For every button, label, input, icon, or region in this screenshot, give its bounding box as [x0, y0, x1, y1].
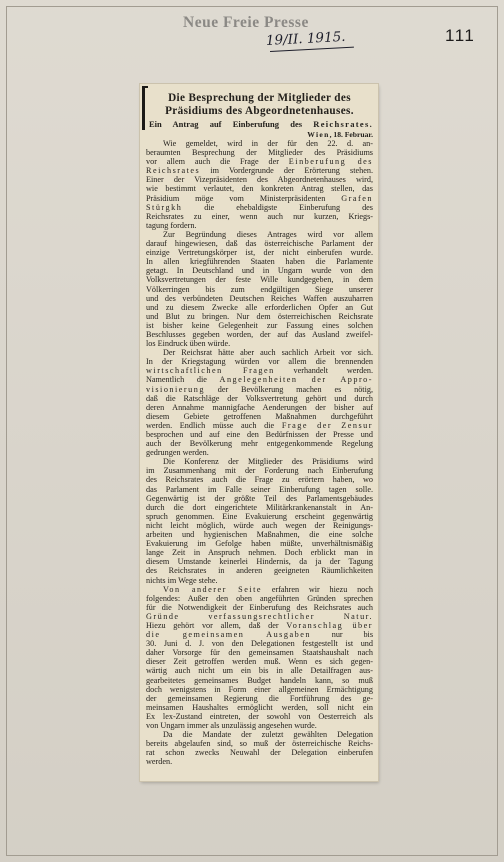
article-line [146, 448, 373, 457]
article-line-text: los Eindruck üben würde. [146, 339, 231, 349]
article-line [146, 521, 373, 530]
article-line [146, 275, 373, 284]
article-line [146, 348, 373, 357]
newspaper-clipping [140, 84, 378, 781]
article-line [146, 548, 373, 557]
article-line-text: Ex lex-Zustand eintreten, der sowohl von Oesterreich als [146, 711, 373, 721]
article-line-text: folgendes: Außer den oben angeführten Gründen sprechen [146, 593, 373, 603]
article-line-text: des Reichsrates in anderen geeigneten Räumlichkeiten [146, 566, 373, 576]
article-line [146, 212, 373, 221]
article-line-text: der gemeinsamen Regierung die Fortführung des ge- [146, 693, 373, 703]
article-line-spaced-emphasis: Grafen [341, 193, 373, 203]
article-paragraph [146, 139, 373, 230]
article-line-text: Einer der Vizepräsidenten des Abgeordnetenhauses wird, [146, 175, 373, 185]
article-line [146, 203, 373, 212]
article-line-text: Völkerringen bis zum endgültigen Siege unserer [146, 284, 373, 294]
article-line-text: Beschlusses gegeben worden, der auf das Ausland zweifel- [146, 329, 373, 339]
article-line [146, 494, 373, 503]
article-line-spaced-emphasis: Gründe verfassungsrechtlicher Natur. [146, 611, 373, 621]
article-line-text: im Zusammenhang mit der Forderung nach Einberufung [146, 466, 373, 476]
article-line [146, 239, 373, 248]
article-line-text: diesem Gebiete getroffenen Maßnahmen durchgeführt [146, 411, 373, 421]
article-line [146, 666, 373, 675]
article-line [146, 312, 373, 321]
article-line-text: Wie gemeldet, wird in der für den 22. d. an- [163, 139, 373, 148]
article-line-text: Die Konferenz der Mitglieder des Präsidiums wird [163, 457, 373, 467]
article-line [146, 248, 373, 257]
article-line [146, 475, 373, 484]
article-line-text: bereits abgelaufen sind, so muß der österreichische Reichs- [146, 739, 373, 749]
article-line-spaced-emphasis: wirtschaftlichen Fragen [146, 366, 275, 376]
article-line [146, 539, 373, 548]
article-line-spaced-emphasis: Einberufung des [288, 157, 373, 167]
article-paragraph [146, 585, 373, 731]
article-line-text: Reichsrates zu einer, wenn auch nur kurzen, Kriegs- [146, 211, 373, 221]
article-line-text: Präsidium möge vom Ministerpräsidenten [146, 193, 342, 203]
article-line-text: auch der Bevölkerung mehr entgegenkommende Regelung [146, 439, 373, 449]
article-line-spaced-emphasis: Reichsrates [146, 166, 201, 176]
article-line-text: nichts im Wege stehe. [146, 575, 218, 585]
article-line-text: Evakuierung im Gefolge haben müßte, unverhältnismäßig [146, 539, 373, 549]
article-line-text: diesem Umstande keinerlei Hindernis, da ja der Tagung [146, 557, 373, 567]
article-line [146, 566, 373, 575]
article-subheadline [146, 118, 373, 130]
article-line-text: Hiezu gehört vor allem, daß der [146, 620, 287, 630]
article-line [146, 721, 373, 730]
article-line [146, 330, 373, 339]
article-headline [146, 92, 373, 118]
article-line [146, 266, 373, 275]
article-line-text: getagt. In Deutschland und in Ungarn wurde von den [146, 266, 373, 276]
article-line [146, 175, 373, 184]
headline-line: Die Besprechung der Mitglieder des [168, 92, 351, 104]
article-line-spaced-emphasis: Voranschlag über [286, 620, 373, 630]
article-line [146, 221, 373, 230]
article-line-text: des Reichsrates auch die Frage zu erörtern haben, wo [146, 475, 373, 485]
article-line-text: für die Notwendigkeit der Einberufung des Reichsrates auch [146, 602, 373, 612]
article-line [146, 639, 373, 648]
article-body [146, 139, 373, 766]
article-line [146, 730, 373, 739]
article-line-text: einzige Vertretungskörper ist, der nicht einberufen wurde. [146, 248, 373, 258]
article-line [146, 585, 373, 594]
article-line [146, 421, 373, 430]
article-line [146, 457, 373, 466]
article-line-spaced-emphasis: Angelegenheiten der Appro- [219, 375, 374, 385]
article-line-text: 30. Juni d. J. von den Delegationen festgestellt ist und [146, 639, 373, 649]
article-line [146, 466, 373, 475]
article-line-spaced-emphasis: die gemeinsamen Ausgaben [146, 630, 311, 640]
article-line-text: das Parlament im Falle seiner Einberufung tagen solle. [146, 484, 373, 494]
article-paragraph [146, 348, 373, 457]
article-line-text: daß die Ratschläge der Volksvertretung gehört und durch [146, 393, 373, 403]
article-line-text: Da die Mandate der zuletzt gewählten Delegation [163, 730, 373, 740]
article-line-text: durch die dort eingerichtete Militärkrankenanstalt in An- [146, 502, 373, 512]
article-line-text: erfahren wir hiezu noch [262, 584, 373, 594]
article-line-text: meinsamen Haushaltes ermöglicht werden, soll nicht ein [146, 702, 373, 712]
article-line [146, 321, 373, 330]
article-line-text: lange Zeit in Anspruch nehmen. Doch erblickt man in [146, 548, 373, 558]
article-line [146, 412, 373, 421]
article-paragraph [146, 230, 373, 348]
article-line [146, 739, 373, 748]
article-line [146, 512, 373, 521]
article-line [146, 648, 373, 657]
article-line-text: beraumten Besprechung der Mitglieder des Präsidiums [146, 148, 373, 158]
article-line [146, 294, 373, 303]
article-line [146, 357, 373, 366]
article-line [146, 285, 373, 294]
article-line [146, 703, 373, 712]
article-line-text: und Blut zu bringen. Nur dem österreichischen Reichsrate [146, 311, 373, 321]
article-line [146, 530, 373, 539]
article-line [146, 685, 373, 694]
article-line-text: Der Reichsrat hätte aber auch sachlich Arbeit vor sich. [163, 348, 373, 358]
article-line [146, 184, 373, 193]
article-line [146, 630, 373, 639]
article-line [146, 157, 373, 166]
article-line-spaced-emphasis: Stürgkh [146, 202, 183, 212]
article-dateline-text: , 18. Februar. [329, 130, 373, 139]
article-line [146, 230, 373, 239]
article-line-text: die ehebaldigste Einberufung des [182, 202, 373, 212]
article-line [146, 557, 373, 566]
article-line-text: nur bis [310, 630, 373, 640]
article-line [146, 676, 373, 685]
page-number: 111 [445, 26, 476, 45]
article-line-text: rat schon zwecks Neuwahl der Delegation einberufen [146, 748, 373, 758]
article-line-text: Gegenwärtig ist der größte Teil des Parlamentsgebäudes [146, 493, 373, 503]
article-line-text: gearbeitetes gemeinsames Budget handeln kann, so muß [146, 675, 373, 685]
article-line [146, 503, 373, 512]
article-line-text: werden. [146, 757, 173, 767]
article-line [146, 657, 373, 666]
article-line [146, 366, 373, 375]
article-line [146, 748, 373, 757]
article-line-text: daher Vorsorge für den gemeinsamen Staatshaushalt nach [146, 648, 373, 658]
article-line-text: Namentlich die [146, 375, 220, 385]
article-line [146, 603, 373, 612]
article-line [146, 757, 373, 766]
article-line-text: von Ungarn immer als unzulässig angesehen wurde. [146, 721, 317, 730]
article-line-text: wie bestimmt verlautet, den konkreten Antrag stellen, das [146, 184, 373, 194]
handwritten-date: 19/II. 1915. [265, 28, 346, 49]
headline-line: Präsidiums des Abgeordnetenhauses. [165, 105, 354, 117]
article-line [146, 166, 373, 175]
article-line-text: doch wenigstens in Form einer allgemeinen Ermächtigung [146, 684, 373, 694]
article-line-text: vor allem auch die Frage der [146, 157, 289, 167]
article-line-text: In der Kriegstagung würden vor allem die brennenden [146, 357, 373, 367]
article-subheadline-text: Ein Antrag auf Einberufung des [149, 119, 314, 129]
article-line-spaced-emphasis: Von anderer Seite [163, 584, 263, 594]
article-line [146, 439, 373, 448]
article-line-text: In allen kriegführenden Staaten haben die Parlamente [146, 257, 373, 267]
article-line-text: tagung fordern. [146, 220, 197, 230]
article-line-text: darauf hingewiesen, daß das österreichische Parlament der [146, 239, 373, 249]
article-line [146, 430, 373, 439]
article-line [146, 394, 373, 403]
article-line [146, 339, 373, 348]
article-line [146, 612, 373, 621]
article-line-text: und des verbündeten Deutschen Reiches Waffen auszuharren [146, 293, 373, 303]
clipping-margin-mark [142, 86, 148, 130]
article-line [146, 712, 373, 721]
article-line-text: dieser Zeit getroffen werden muß. Wenn es sich gegen- [146, 657, 373, 667]
newspaper-name-stamp: Neue Freie Presse [183, 14, 309, 31]
article-line-text: spruch genommen. Eine Evakuierung erscheint gegenwärtig [146, 511, 373, 521]
article-dateline [146, 130, 373, 139]
article-line-text: verhandelt werden. [274, 366, 373, 376]
article-line-text: und zu diesem Zwecke alle erforderlichen Opfer an Gut [146, 302, 373, 312]
article-line-text: ist bisher keine Gelegenheit zur Fassung eines solchen [146, 320, 373, 330]
article-line [146, 148, 373, 157]
article-line-text: arbeiten und hygienischen Maßnahmen, die eine solche [146, 530, 373, 540]
article-dateline-spaced-emphasis: Wien [307, 130, 330, 139]
article-line [146, 485, 373, 494]
article-line [146, 303, 373, 312]
article-line-text: wärtig auch nicht um ein bis in alle Detailfragen aus- [146, 666, 373, 676]
article-line [146, 375, 373, 384]
article-line-spaced-emphasis: visionierung [146, 384, 205, 394]
article-line [146, 257, 373, 266]
article-paragraph [146, 730, 373, 766]
article-line [146, 621, 373, 630]
article-line-text: der Bevölkerung machen es nötig, [204, 384, 373, 394]
article-line [146, 194, 373, 203]
article-line [146, 403, 373, 412]
article-line [146, 576, 373, 585]
article-line-spaced-emphasis: Frage der Zensur [281, 420, 373, 430]
article-line [146, 139, 373, 148]
article-subheadline-spaced-emphasis: Reichsrates. [313, 119, 373, 129]
article-paragraph [146, 457, 373, 584]
article-line [146, 694, 373, 703]
article-line-text: im Vordergrunde der Erörterung stehen. [200, 166, 373, 176]
article-line-text: Volksvertretungen der feste Wille kundgegeben, in dem [146, 275, 373, 285]
article-line-text: deren Annahme mannigfache Aenderungen der bisher auf [146, 402, 373, 412]
article-line [146, 594, 373, 603]
article-line [146, 385, 373, 394]
article-line-text: besprochen und auf eine den Bedürfnissen der Presse und [146, 430, 373, 439]
article-line-text: Zur Begründung dieses Antrages wird vor allem [163, 229, 373, 239]
article-line-text: werden. Endlich müsse auch die [146, 420, 282, 430]
article-line-text: nicht leicht möglich, würde auch wegen der Reinigungs- [146, 520, 373, 530]
article-line-text: gedrungen werden. [146, 448, 209, 458]
